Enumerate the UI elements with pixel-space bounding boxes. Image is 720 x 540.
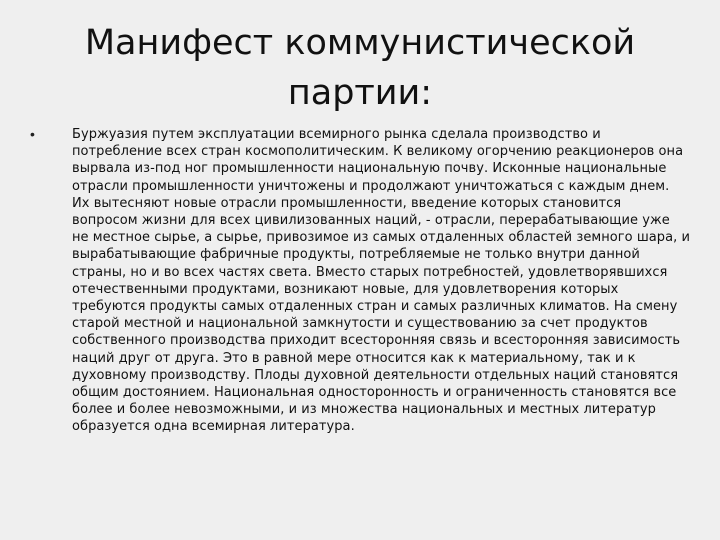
bullet-icon: • (30, 126, 35, 142)
slide-title: Манифест коммунистической партии: (84, 23, 636, 113)
bullet-item (30, 126, 690, 436)
body-paragraph: Буржуазия путем эксплуатации всемирного рынка сделала производство и потребление всех стран космополитическим. К великому огорчению реакционеров она вырвала из-под ног промышленности национальную почву. Исконные национальные отрасли промышленности уничтожены и продолжают уничтожаться с каждым днем. Их вытесняют новые отрасли промышленности, введение которых становится вопросом жизни для всех цивилизованных наций, - отрасли, перерабатывающие уже не местное сырье, а сырье, привозимое из самых отдаленных областей земного шара, и вырабатывающие фабричные продукты, потребляемые не только внутри данной страны, но и во всех частях света. Вместо старых потребностей, удовлетворявшихся отечественными продуктами, возникают новые, для удовлетворения которых требуются продукты самых отдаленных стран и самых различных климатов. На смену старой местной и национальной замкнутости и существованию за счет продуктов собственного производства приходит всесторонняя связь и всесторонняя зависимость наций друг от друга. Это в равной мере относится как к материальному, так и к духовному производству. Плоды духовной деятельности отдельных наций становятся общим достоянием. Национальная односторонность и ограниченность становятся все более и более невозможными, и из множества национальных и местных литератур образуется одна всемирная литература. (72, 127, 690, 435)
slide-content (30, 126, 690, 436)
